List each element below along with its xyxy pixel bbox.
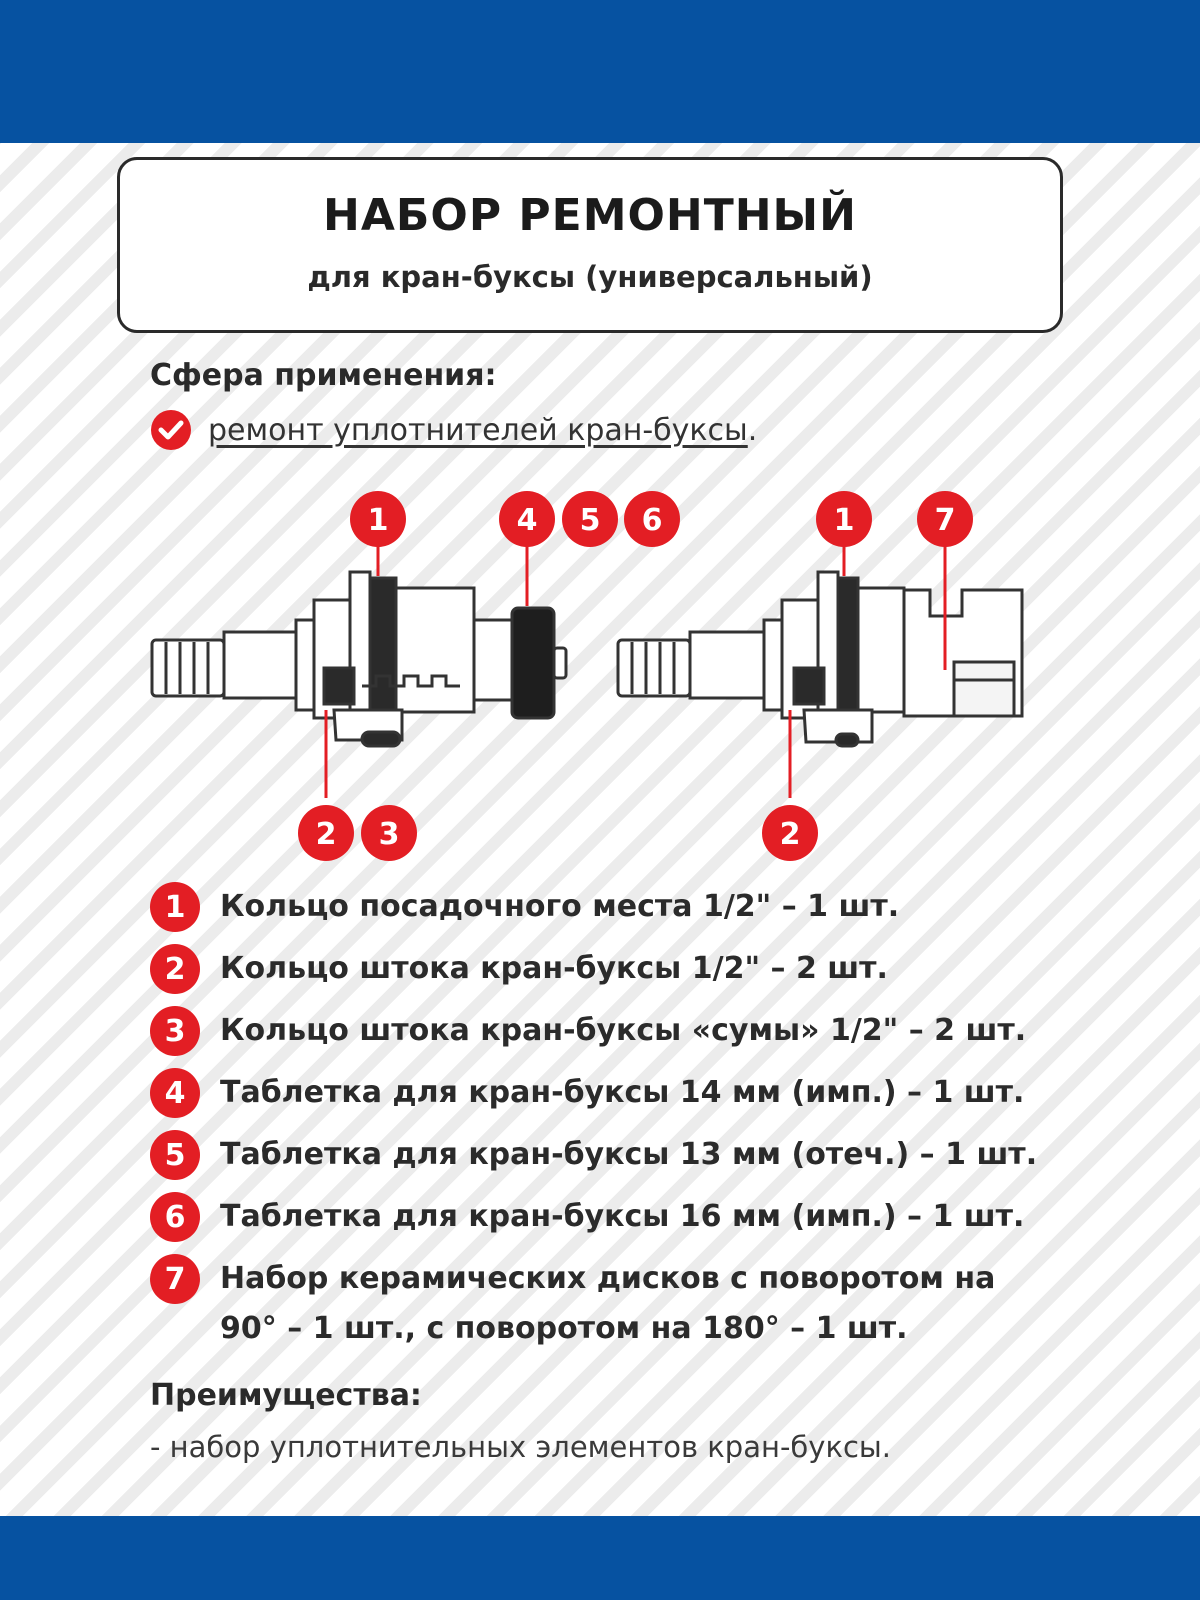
application-heading: Сфера применения: [150, 358, 497, 393]
svg-text:4: 4 [516, 503, 538, 538]
svg-text:3: 3 [378, 817, 400, 852]
application-item [150, 408, 757, 452]
cartridge-diagram [140, 480, 1070, 880]
left-body [396, 588, 474, 712]
application-item-text: ремонт уплотнителей кран-буксы [208, 412, 748, 448]
right-ceramic-discs [954, 662, 1014, 716]
advantages-text: - набор уплотнительных элементов кран-буксы. [150, 1430, 892, 1464]
diagram-marker-7 [917, 491, 973, 547]
item-text: Таблетка для кран-буксы 14 мм (имп.) – 1 шт. [220, 1075, 1025, 1110]
check-circle-icon [150, 409, 192, 451]
diagram-marker-3 [361, 805, 417, 861]
diagram-marker-5 [562, 491, 618, 547]
advantages-heading: Преимущества: [150, 1378, 422, 1413]
left-tablet [512, 608, 554, 718]
diagram-marker-4 [499, 491, 555, 547]
left-sumy-ring [362, 732, 400, 746]
item-number-badge: 5 [150, 1130, 200, 1180]
right-stem [690, 632, 764, 698]
item-number-badge: 4 [150, 1068, 200, 1118]
diagram-marker-6 [624, 491, 680, 547]
left-cartridge [152, 572, 566, 746]
diagram-marker-2-left [298, 805, 354, 861]
left-collar [296, 620, 314, 710]
list-item [150, 1068, 1024, 1118]
list-item [150, 1130, 1037, 1180]
title-box [117, 157, 1063, 333]
right-collar [764, 620, 782, 710]
svg-text:2: 2 [779, 817, 801, 852]
left-seat-ring [370, 578, 396, 718]
svg-text:5: 5 [579, 503, 601, 538]
svg-text:7: 7 [934, 503, 956, 538]
top-band [0, 0, 1200, 143]
list-item [150, 1254, 1020, 1354]
item-number-badge: 6 [150, 1192, 200, 1242]
list-item [150, 882, 899, 932]
item-number-badge: 2 [150, 944, 200, 994]
svg-text:2: 2 [315, 817, 337, 852]
left-spline-shaft [152, 640, 224, 696]
diagram-marker-1-right [816, 491, 872, 547]
item-text: Кольцо посадочного места 1/2" – 1 шт. [220, 889, 900, 924]
diagram-marker-1-left [350, 491, 406, 547]
list-item [150, 1192, 1024, 1242]
item-text: Кольцо штока кран-буксы «сумы» 1/2" – 2 шт. [220, 1013, 1027, 1048]
left-stem-ring [324, 668, 354, 704]
application-item-period: . [747, 412, 758, 448]
list-item [150, 944, 888, 994]
item-text: Набор керамических дисков с поворотом на 90° – 1 шт., с поворотом на 180° – 1 шт. [220, 1261, 996, 1346]
right-stem-ring [794, 668, 824, 704]
item-text: Кольцо штока кран-буксы 1/2" – 2 шт. [220, 951, 888, 986]
svg-text:1: 1 [367, 503, 389, 538]
item-number-badge: 7 [150, 1254, 200, 1304]
item-text: Таблетка для кран-буксы 16 мм (имп.) – 1 шт. [220, 1199, 1025, 1234]
list-item [150, 1006, 1026, 1056]
diagram-marker-2-right [762, 805, 818, 861]
item-number-badge: 1 [150, 882, 200, 932]
svg-text:6: 6 [641, 503, 663, 538]
item-number-badge: 3 [150, 1006, 200, 1056]
right-seat-ring [838, 578, 858, 718]
bottom-band [0, 1516, 1200, 1600]
page-subtitle: для кран-буксы (универсальный) [307, 260, 873, 294]
right-cartridge [618, 572, 1022, 746]
left-stem [224, 632, 296, 698]
right-spline-shaft [618, 640, 690, 696]
item-text: Таблетка для кран-буксы 13 мм (отеч.) – 1 шт. [220, 1137, 1038, 1172]
svg-text:1: 1 [833, 503, 855, 538]
page-title: НАБОР РЕМОНТНЫЙ [323, 190, 857, 241]
